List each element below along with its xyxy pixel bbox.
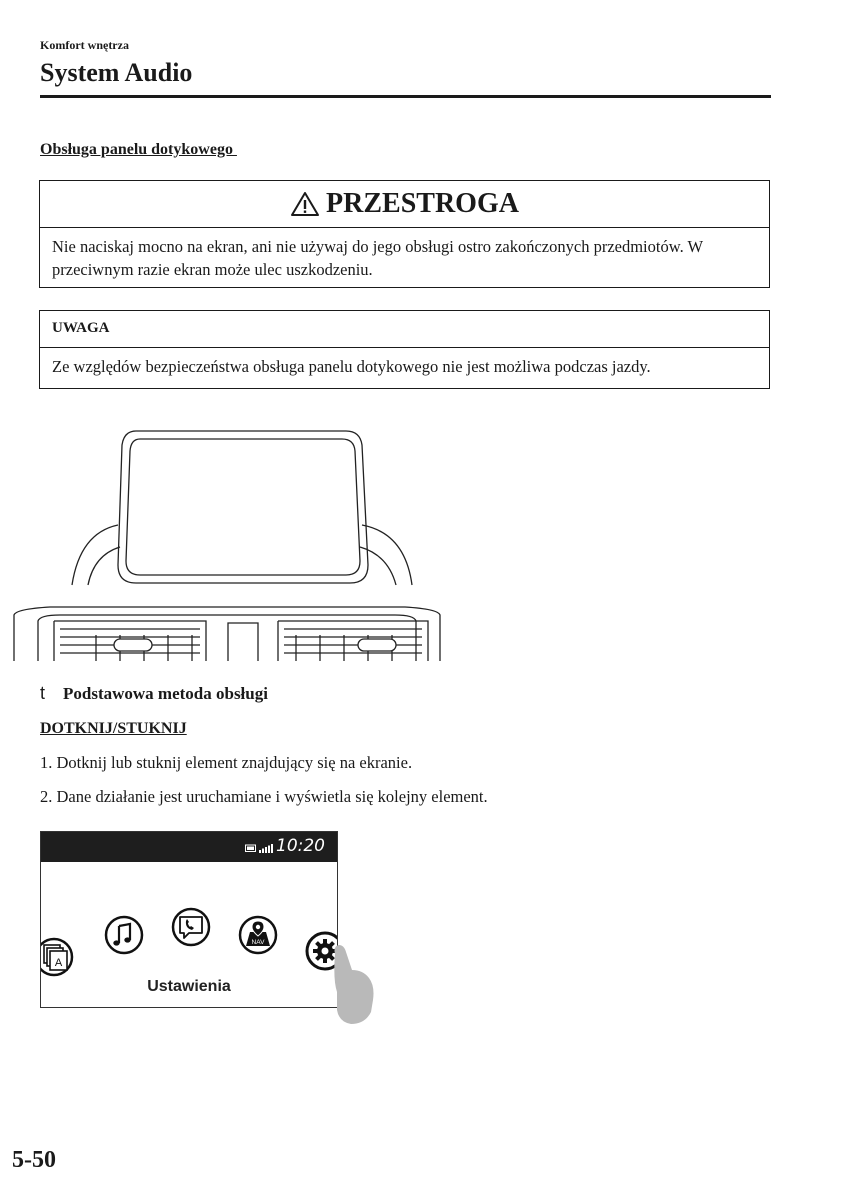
page-title: System Audio: [40, 58, 193, 87]
note-box: [39, 310, 770, 389]
step-1: 1. Dotknij lub stuknij element znajdujący się na ekranie.: [40, 753, 413, 772]
page-number: 5-50: [12, 1147, 56, 1173]
applications-icon[interactable]: [40, 936, 79, 978]
navigation-icon-label: NAV: [251, 939, 265, 946]
selected-item-label: Ustawienia: [147, 978, 231, 995]
finger-pointer-icon: [325, 940, 377, 1026]
method-title: Podstawowa metoda obsługi: [63, 684, 268, 703]
note-text: Ze względów bezpieczeństwa obsługa panelu dotykowego nie jest możliwa podczas jazdy.: [52, 357, 651, 376]
status-bar: [41, 832, 337, 862]
section-label: Komfort wnętrza: [40, 38, 129, 52]
caution-text: Nie naciskaj mocno na ekran, ani nie używaj do jego obsługi ostro zakończonych przedmiotów. W przeciwnym razie ekran może ulec uszkodzeniu.: [52, 237, 703, 279]
warning-triangle-icon: [290, 191, 320, 217]
bullet-marker: t: [40, 683, 46, 703]
subheading: Obsługa panelu dotykowego: [40, 141, 237, 158]
applications-icon-letter: A: [54, 957, 63, 969]
caution-header: [40, 181, 769, 228]
touch-heading: DOTKNIJ/STUKNIJ: [40, 720, 187, 737]
title-divider: [40, 95, 771, 98]
caution-box: [39, 180, 770, 288]
music-icon[interactable]: [103, 914, 145, 956]
touchscreen-display: [40, 831, 338, 1008]
step-2: 2. Dane działanie jest uruchamiane i wyświetla się kolejny element.: [40, 787, 488, 806]
clock: 10:20: [276, 836, 325, 856]
signal-status-icon: [245, 844, 273, 853]
center-display-illustration: [10, 425, 450, 665]
note-header: [40, 311, 769, 348]
note-title: UWAGA: [52, 320, 110, 336]
communication-icon[interactable]: [170, 906, 212, 948]
caution-title: PRZESTROGA: [326, 188, 519, 219]
navigation-icon[interactable]: [237, 914, 279, 956]
